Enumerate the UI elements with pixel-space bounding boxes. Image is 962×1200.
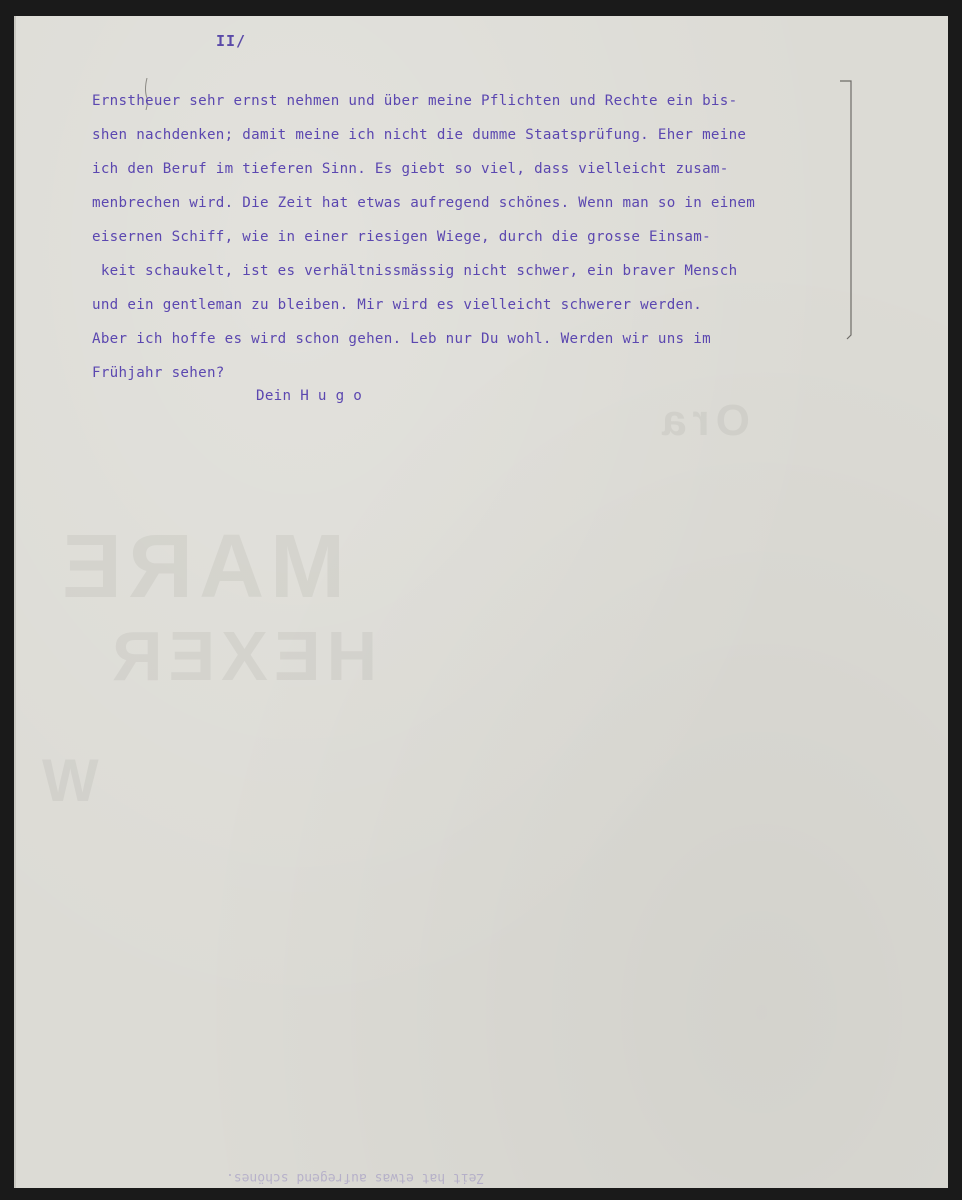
text-line: shen nachdenken; damit meine ich nicht die dumme Staatsprüfung. Eher meine: [92, 127, 747, 143]
bleed-through-line: Zeit hat etwas aufregend schönes.: [226, 1170, 485, 1185]
text-line: Aber ich hoffe es wird schon gehen. Leb nur Du wohl. Werden wir uns im: [92, 331, 711, 347]
page-number: II/: [216, 32, 247, 50]
show-through-text-3: HEXER: [106, 617, 378, 695]
text-line: menbrechen wird. Die Zeit hat etwas aufregend schönes. Wenn man so in einem: [92, 195, 756, 211]
show-through-text-2: MARE: [56, 517, 345, 617]
show-through-text-4: W: [36, 747, 99, 814]
letter-page: [14, 16, 948, 1188]
text-line: Ernstheuer sehr ernst nehmen und über meine Pflichten und Rechte ein bis-: [92, 93, 738, 109]
text-line: Frühjahr sehen?: [92, 365, 225, 381]
text-line: keit schaukelt, ist es verhältnissmässig nicht schwer, ein braver Mensch: [92, 263, 738, 279]
signature: Dein H u g o: [256, 388, 363, 404]
text-line: eisernen Schiff, wie in einer riesigen Wiege, durch die grosse Einsam-: [92, 229, 711, 245]
show-through-text-1: Ora: [656, 396, 750, 445]
margin-bracket: [838, 80, 854, 340]
letter-body: [92, 84, 872, 390]
text-line: und ein gentleman zu bleiben. Mir wird es vielleicht schwerer werden.: [92, 297, 703, 313]
text-line: ich den Beruf im tieferen Sinn. Es giebt so viel, dass vielleicht zusam-: [92, 161, 729, 177]
